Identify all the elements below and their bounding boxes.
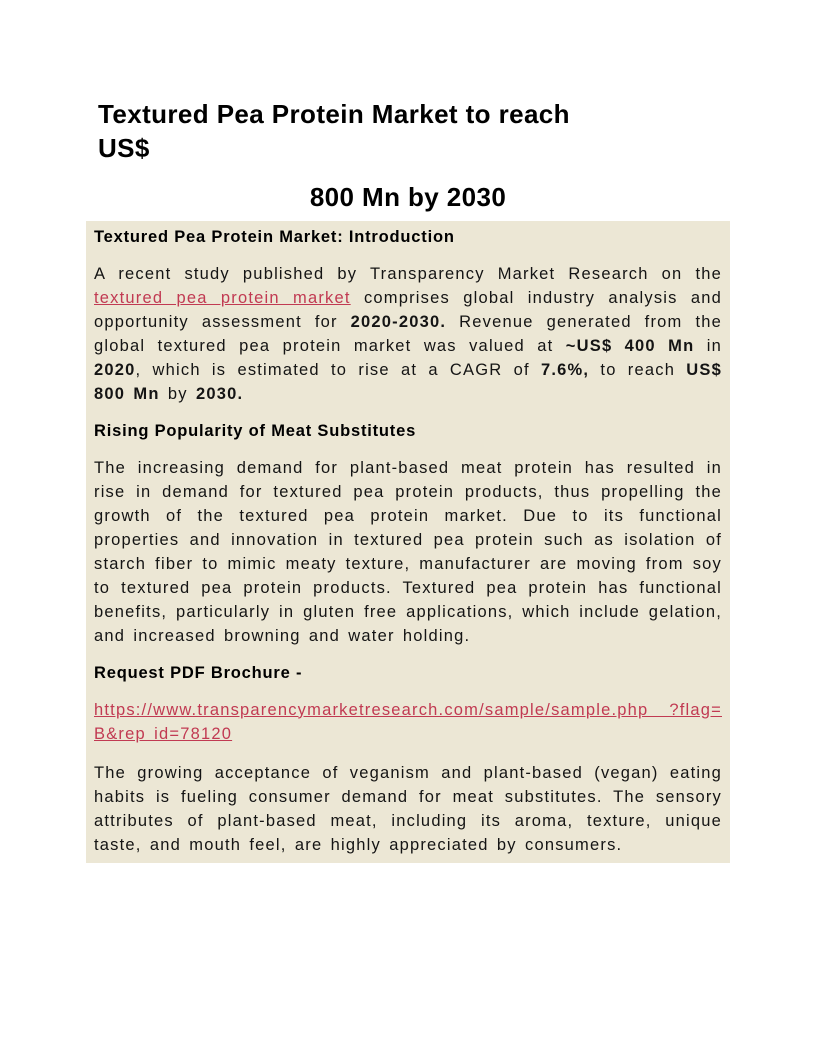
paragraph-introduction bbox=[94, 262, 722, 406]
text-run: 2020 bbox=[94, 360, 136, 379]
text-run: in bbox=[694, 336, 722, 355]
text-run: comprises global industry analysis and opportunity assessment for bbox=[94, 288, 723, 331]
section-heading-introduction: Textured Pea Protein Market: Introduction bbox=[94, 227, 455, 246]
text-run: The increasing demand for plant-based meat protein has resulted in rise in demand for textured pea protein products, thus propelling the growth of the textured pea protein market. Due to its functional properties and innovation in textured pea protein such as isolation of starch fiber to mimic meaty texture, manufacturer are moving from soy to textured pea protein products. Textured pea protein has functional benefits, particularly in gluten free applications, which include gelation, and increased browning and water holding. bbox=[94, 458, 722, 645]
brochure-sample-link[interactable]: https://www.transparencymarketresearch.com/sample/sample.php ?flag= B&rep id=78120 bbox=[94, 700, 722, 743]
text-run: , which is estimated to rise at a CAGR of bbox=[135, 360, 541, 379]
paragraph-vegan-demand bbox=[94, 761, 722, 857]
text-run: The growing acceptance of veganism and plant-based (vegan) eating habits is fueling consumer demand for meat substitutes. The sensory attributes of plant-based meat, including its aroma, texture, unique taste, and mouth feel, are highly appreciated by consumers. bbox=[94, 763, 722, 854]
text-run: 2020-2030. bbox=[350, 312, 447, 331]
document-title bbox=[98, 97, 730, 166]
text-run: ~US$ 400 Mn bbox=[565, 336, 695, 355]
text-run: US$ 800 Mn bbox=[94, 360, 722, 403]
document-subtitle: 800 Mn by 2030 bbox=[309, 181, 507, 212]
text-run: A recent study published by Transparency Market Research on the bbox=[94, 264, 722, 283]
title-line-2: US$ bbox=[98, 133, 150, 164]
section-heading-meat-substitutes: Rising Popularity of Meat Substitutes bbox=[94, 421, 417, 440]
text-run: 2030. bbox=[196, 384, 244, 403]
paragraph-meat-substitutes bbox=[94, 456, 722, 648]
paragraph-brochure-link bbox=[94, 698, 722, 746]
title-line-1: Textured Pea Protein Market to reach bbox=[98, 99, 570, 129]
textured-pea-protein-market-link[interactable]: textured pea protein market bbox=[94, 288, 351, 307]
content-block bbox=[86, 221, 730, 863]
text-run: Revenue generated from the global textured pea protein market was valued at bbox=[94, 312, 722, 355]
text-run: 7.6%, bbox=[541, 360, 590, 379]
text-run: by bbox=[159, 384, 197, 403]
section-heading-request-brochure: Request PDF Brochure - bbox=[94, 663, 303, 682]
text-run: to reach bbox=[589, 360, 687, 379]
